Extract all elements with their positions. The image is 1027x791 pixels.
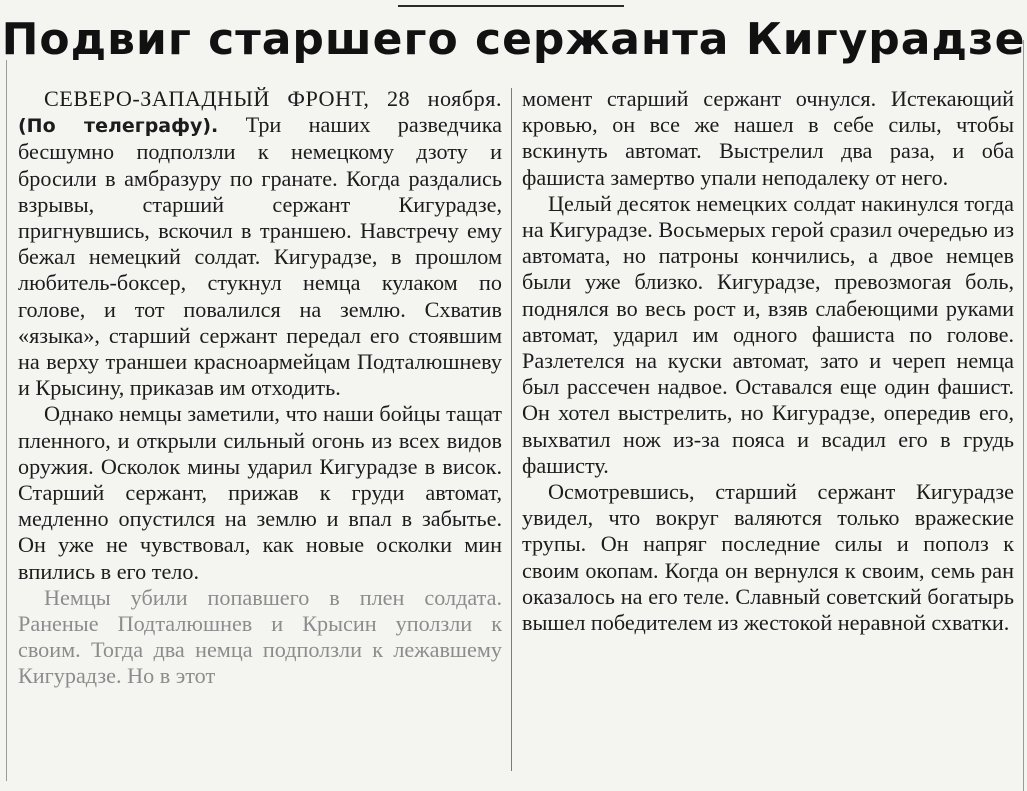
dateline: СЕВЕРО-ЗАПАДНЫЙ ФРОНТ, 28 ноября. [44,86,502,111]
paragraph-1 [18,86,502,401]
article-column-right [522,86,1014,636]
page-edge-left [6,60,7,781]
source-note: (По телеграфу). [18,115,219,138]
column-divider [511,88,512,771]
top-rule [398,0,624,7]
article-column-left [18,86,502,690]
article-headline: Подвиг старшего сержанта Кигурадзе [1,14,1026,65]
page-edge-right [1023,40,1024,791]
paragraph-3: Немцы убили попавшего в плен солдата. Раненые Подталюшнев и Крысин уползли к своим. Тогда два немца подползли к лежавшему Кигурадзе. Но в этот [18,584,502,689]
paragraph-2: Однако немцы заметили, что наши бойцы тащат пленного, и открыли сильный огонь из всех видов оружия. Осколок мины ударил Кигурадзе в висок. Старший сержант, прижав к груди автомат, медленно опустился на землю и впал в забытье. Он уже не чувствовал, как новые осколки мин впились в его тело. [18,401,502,584]
paragraph-5: Осмотревшись, старший сержант Кигурадзе увидел, что вокруг валяются только вражеские трупы. Он напряг последние силы и пополз к своим окопам. Когда он вернулся к своим, семь ран оказалось на его теле. Славный советский богатырь вышел победителем из жестокой неравной схватки. [522,479,1014,636]
paragraph-1-text: Три наших разведчика бесшумно подползли к немецкому дзоту и бросили в амбразуру по гранате. Когда раздались взрывы, старший сержант Кигурадзе, пригнувшись, вскочил в траншею. Навстречу ему бежал немецкий солдат. Кигурадзе, в прошлом любитель-боксер, стукнул немца кулаком по голове, и тот повалился на землю. Схватив «языка», старший сержант передал его стоявшим на верху траншеи красноармейцам Подталюшневу и Крысину, приказав им отходить. [18,112,502,401]
paragraph-4: Целый десяток немецких солдат накинулся тогда на Кигурадзе. Восьмерых герой сразил очередью из автомата, но патроны кончились, а двое немцев были уже близко. Кигурадзе, превозмогая боль, поднялся во весь рост и, взяв слабеющими руками автомат, ударил им одного фашиста по голове. Разлетелся на куски автомат, зато и череп немца был рассечен надвое. Оставался еще один фашист. Он хотел выстрелить, но Кигурадзе, опередив его, выхватил нож из-за пояса и всадил его в грудь фашисту. [522,190,1014,478]
paragraph-3-continued: момент старший сержант очнулся. Истекающий кровью, он все же нашел в себе силы, чтобы вскинуть автомат. Выстрелил два раза, и оба фашиста замертво упали неподалеку от него. [522,86,1014,190]
